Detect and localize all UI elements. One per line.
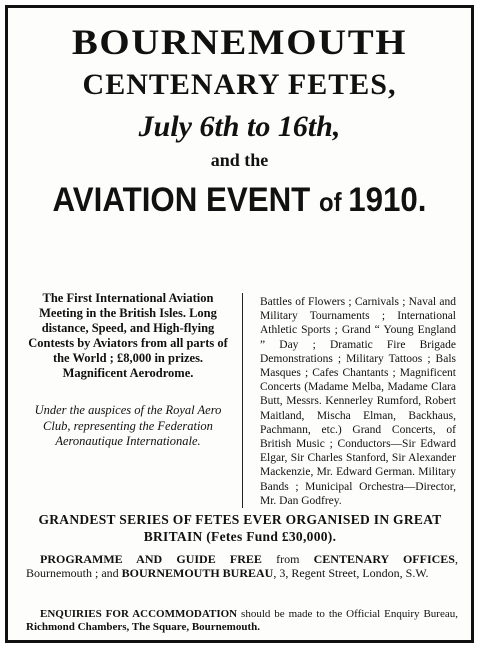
left-column xyxy=(28,291,228,450)
title-centenary-fetes: CENTENARY FETES, xyxy=(82,68,397,101)
programme-bureau: BOURNEMOUTH BUREAU xyxy=(121,566,274,580)
enquiries-place: Richmond Chambers, The Square, Bournemouth. xyxy=(26,621,260,633)
enquiries-lead: ENQUIRIES FOR ACCOMMODATION xyxy=(40,608,238,620)
programme-office: CENTENARY OFFICES xyxy=(313,552,455,566)
aviation-event-year: 1910. xyxy=(348,181,427,219)
advertisement-poster xyxy=(5,5,474,643)
right-column xyxy=(260,295,456,508)
auspices-note: Under the auspices of the Royal Aero Club, representing the Federation Aeronautique Internationale. xyxy=(34,403,222,448)
enquiries-mid: should be made to the Official Enquiry Bureau, xyxy=(237,608,458,620)
programme-tail: , 3, Regent Street, London, S.W. xyxy=(273,566,429,580)
programme-mid1: from xyxy=(261,552,314,566)
and-the-text: and the xyxy=(210,150,269,170)
enquiries-text xyxy=(26,608,458,634)
programme-guide-text xyxy=(26,552,458,580)
event-dates: July 6th to 16th, xyxy=(138,110,341,143)
aviation-event-of: of xyxy=(318,187,349,217)
programme-lead: PROGRAMME AND GUIDE FREE xyxy=(40,552,262,566)
column-divider xyxy=(242,293,243,508)
aviation-meeting-description: The First International Aviation Meeting in the British Isles. Long distance, Speed, and High-flying Contests by Aviators from all parts of the World ; £8,000 in prizes. Magnificent Aerodrome. xyxy=(28,291,228,380)
aviation-event-heading xyxy=(27,178,453,224)
grandest-series-heading: GRANDEST SERIES OF FETES EVER ORGANISED IN GREAT BRITAIN (Fetes Fund £30,000). xyxy=(38,512,442,544)
events-list-text: Battles of Flowers ; Carnivals ; Naval and Military Tournaments ; International Athletic Sports ; Grand “ Young England ” Day ; Dramatic Fire Brigade Demonstrations ; Military Tattoos ; Bals Masques ; Cafes Chantants ; Magnificent Concerts (Madame Melba, Madame Clara Butt, Messrs. Kennerley Rumford, Robert Maitland, Mischa Elman, Backhaus, Pachmann, etc.) Grand Concerts, of British Music ; Conductors—Sir Edward Elgar, Sir Charles Stanford, Sir Alexander Mackenzie, Mr. Edward German. Military Bands ; Municipal Orchestra—Director, Mr. Dan Godfrey. xyxy=(260,296,456,507)
programme-mid2: , Bournemouth ; and xyxy=(26,552,458,580)
two-column-section xyxy=(8,291,471,509)
title-bournemouth: BOURNEMOUTH xyxy=(71,22,408,62)
aviation-event-main: AVIATION EVENT xyxy=(52,181,319,219)
